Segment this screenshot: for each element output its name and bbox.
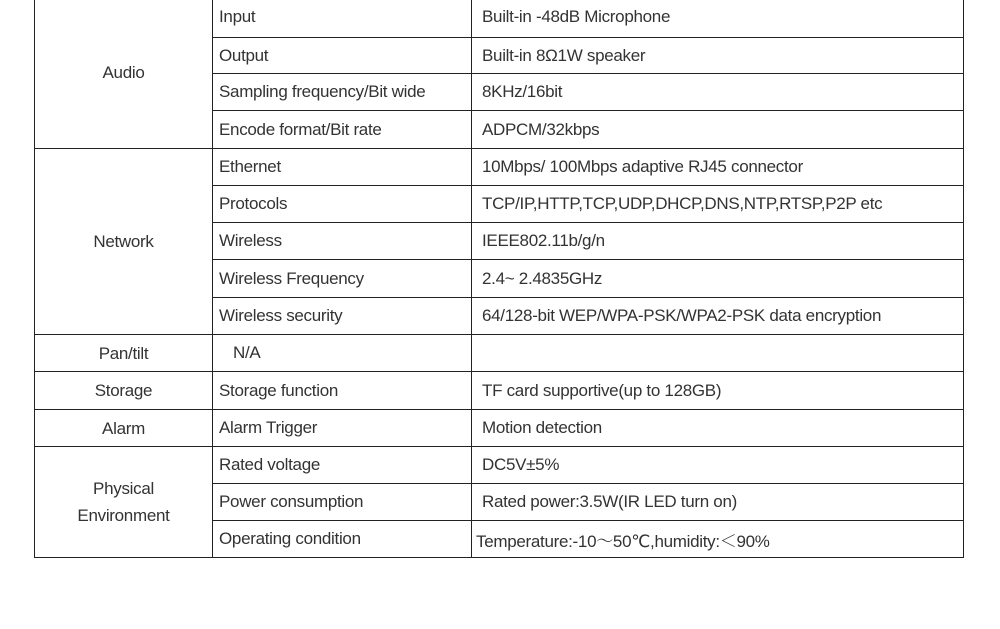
category-line: Physical bbox=[93, 479, 154, 498]
param-cell: Input bbox=[213, 0, 472, 38]
value-cell: TCP/IP,HTTP,TCP,UDP,DHCP,DNS,NTP,RTSP,P2P etc bbox=[472, 186, 964, 223]
param-cell: Output bbox=[213, 38, 472, 74]
category-pan-tilt: Pan/tilt bbox=[35, 335, 213, 372]
param-cell: Operating condition bbox=[213, 521, 472, 558]
value-cell: Temperature:-10〜50℃,humidity:＜90% bbox=[472, 521, 964, 558]
table-row bbox=[35, 447, 964, 484]
category-network: Network bbox=[35, 149, 213, 335]
param-cell: Encode format/Bit rate bbox=[213, 111, 472, 149]
table-row bbox=[35, 372, 964, 410]
category-physical-environment bbox=[35, 447, 213, 558]
param-cell: Storage function bbox=[213, 372, 472, 410]
value-cell: DC5V±5% bbox=[472, 447, 964, 484]
value-cell: 2.4~ 2.4835GHz bbox=[472, 260, 964, 298]
param-cell: Wireless security bbox=[213, 298, 472, 335]
param-cell: Ethernet bbox=[213, 149, 472, 186]
value-cell: ADPCM/32kbps bbox=[472, 111, 964, 149]
table-row bbox=[35, 0, 964, 38]
value-cell: TF card supportive(up to 128GB) bbox=[472, 372, 964, 410]
table-row bbox=[35, 335, 964, 372]
value-cell bbox=[472, 335, 964, 372]
value-cell: 8KHz/16bit bbox=[472, 74, 964, 111]
category-line: Environment bbox=[77, 506, 170, 525]
value-cell: 10Mbps/ 100Mbps adaptive RJ45 connector bbox=[472, 149, 964, 186]
param-cell: Protocols bbox=[213, 186, 472, 223]
value-cell: Built-in -48dB Microphone bbox=[472, 0, 964, 38]
spec-table bbox=[34, 0, 964, 558]
value-cell: Built-in 8Ω1W speaker bbox=[472, 38, 964, 74]
param-cell: Wireless Frequency bbox=[213, 260, 472, 298]
param-cell: Sampling frequency/Bit wide bbox=[213, 74, 472, 111]
table-row bbox=[35, 149, 964, 186]
param-cell: N/A bbox=[213, 335, 472, 372]
value-cell: 64/128-bit WEP/WPA-PSK/WPA2-PSK data encryption bbox=[472, 298, 964, 335]
table-row bbox=[35, 410, 964, 447]
value-cell: IEEE802.11b/g/n bbox=[472, 223, 964, 260]
param-cell: Wireless bbox=[213, 223, 472, 260]
param-cell: Alarm Trigger bbox=[213, 410, 472, 447]
value-cell: Motion detection bbox=[472, 410, 964, 447]
category-storage: Storage bbox=[35, 372, 213, 410]
param-cell: Rated voltage bbox=[213, 447, 472, 484]
category-alarm: Alarm bbox=[35, 410, 213, 447]
param-cell: Power consumption bbox=[213, 484, 472, 521]
value-cell: Rated power:3.5W(IR LED turn on) bbox=[472, 484, 964, 521]
category-audio: Audio bbox=[35, 0, 213, 149]
